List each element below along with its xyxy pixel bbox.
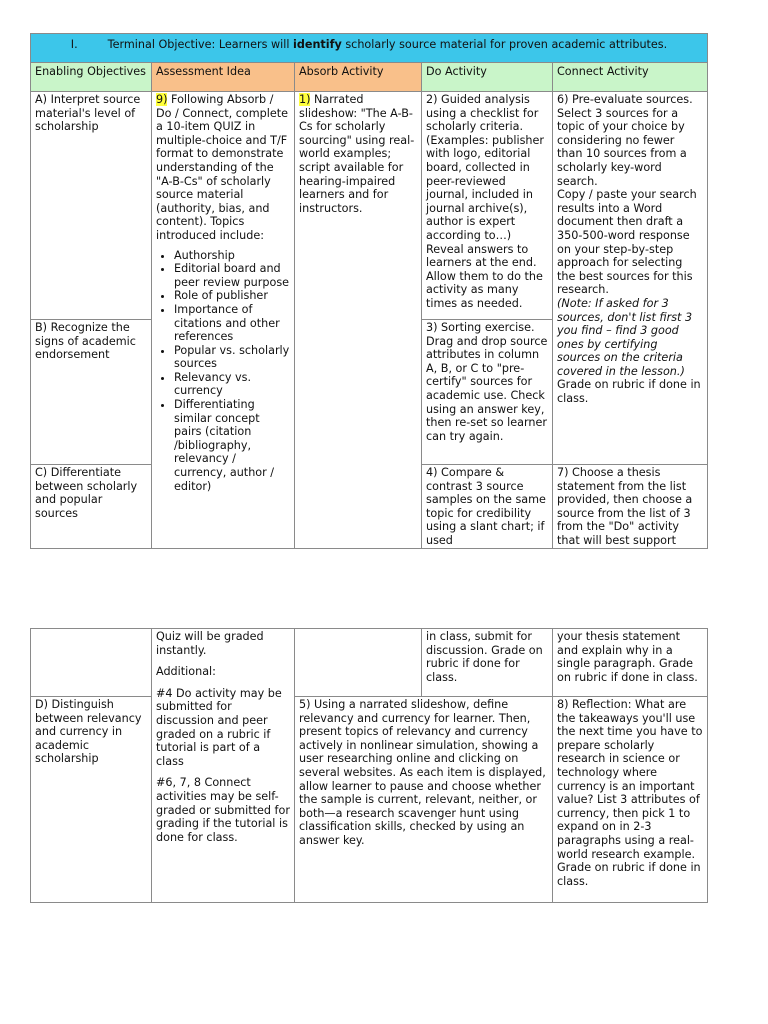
list-item: • Importance of citations and other references	[174, 303, 290, 344]
list-item: • Editorial board and peer review purpose	[174, 262, 290, 289]
header-assessment-idea: Assessment Idea	[152, 63, 295, 92]
empty-enabling-cell	[31, 629, 152, 697]
objective-keyword: identify	[293, 38, 342, 51]
absorb-activity-cell: 1) Narrated slideshow: "The A-B-Cs for scholarly sourcing" using real-world examples; script available for hearing-impaired learners and for instructors.	[295, 92, 422, 549]
objectives-table-page-1	[30, 33, 708, 549]
list-item: • Role of publisher	[174, 289, 290, 303]
assessment-number: 9)	[156, 93, 168, 106]
enabling-objective-b: B) Recognize the signs of academic endorsement	[31, 320, 152, 465]
absorb-do-activity-5: 5) Using a narrated slideshow, define relevancy and currency for learner. Then, present topics of relevancy and currency actively in nonlinear simulation, showing a user researching online and clicking on several websites. As each item is displayed, allow learner to pause and choose whether the sample is current, relevant, neither, or both—a research scavenger hunt using classification skills, checked by using an answer key.	[295, 697, 553, 903]
enabling-objective-d: D) Distinguish between relevancy and currency in academic scholarship	[31, 697, 152, 903]
connect-activity-7-continued: your thesis statement and explain why in a single paragraph. Grade on rubric if done in class.	[553, 629, 708, 697]
header-enabling-objectives: Enabling Objectives	[31, 63, 152, 92]
absorb-number: 1)	[299, 93, 311, 106]
enabling-objective-c: C) Differentiate between scholarly and popular sources	[31, 465, 152, 549]
do-activity-4-continued: in class, submit for discussion. Grade on rubric if done for class.	[422, 629, 553, 697]
do-activity-4: 4) Compare & contrast 3 source samples on the same topic for credibility using a slant chart; if used	[422, 465, 553, 549]
header-absorb-activity: Absorb Activity	[295, 63, 422, 92]
connect-activity-7: 7) Choose a thesis statement from the list provided, then choose a source from the list of 3 from the "Do" activity that will best support	[553, 465, 708, 549]
connect-activity-8: 8) Reflection: What are the takeaways you'll use the next time you have to prepare scholarly research in science or technology where currency is an important value? List 3 attributes of currency, then pick 1 to expand on in 2-3 paragraphs using a real-world research example. Grade on rubric if done in class.	[553, 697, 708, 903]
empty-absorb-cell	[295, 629, 422, 697]
list-item: • Authorship	[174, 249, 290, 263]
objectives-table-page-2	[30, 628, 708, 903]
header-connect-activity: Connect Activity	[553, 63, 708, 92]
terminal-objective: I. Terminal Objective: Learners will identify scholarly source material for proven academic attributes.	[70, 38, 668, 51]
list-item: • Differentiating similar concept pairs (citation /bibliography, relevancy / currency, author / editor)	[174, 398, 290, 493]
assessment-intro: 9) Following Absorb / Do / Connect, complete a 10-item QUIZ in multiple-choice and T/F format to demonstrate understanding of the "A-B-Cs" of scholarly source material (authority, bias, and content). Topics introduced include:	[156, 93, 288, 242]
additional-label: Additional:	[156, 665, 216, 679]
list-item: • Relevancy vs. currency	[174, 371, 290, 398]
list-item: • Popular vs. scholarly sources	[174, 344, 290, 371]
header-do-activity: Do Activity	[422, 63, 553, 92]
terminal-objective-row	[31, 34, 708, 63]
assessment-idea-cell	[152, 92, 295, 549]
assessment-continued-cell: Quiz will be graded instantly. Additional: #4 Do activity may be submitted for discussion and peer graded on a rubric if tutorial is part of a class #6, 7, 8 Connect activities may be self-graded or submitted for grading if the tutorial is done for class.	[152, 629, 295, 903]
connect-activity-6: 6) Pre-evaluate sources. Select 3 sources for a topic of your choice by considering no fewer than 10 sources from a scholarly key-word search. Copy / paste your search results into a Word document then draft a 350-500-word response on your step-by-step approach for selecting the best sources for this research. (Note: If asked for 3 sources, don't list first 3 you find – find 3 good ones by certifying sources on the criteria covered in the lesson.) Grade on rubric if done in class.	[553, 92, 708, 465]
connect-note: (Note: If asked for 3 sources, don't list first 3 you find – find 3 good ones by certifying sources on the criteria covered in the lesson.)	[557, 296, 693, 378]
assessment-topics-list	[156, 249, 290, 494]
do-activity-2: 2) Guided analysis using a checklist for scholarly criteria. (Examples: publisher with logo, editorial board, collected in peer-reviewed journal, included in journal archive(s), author is expert according to…) Reveal answers to learners at the end. Allow them to do the activity as many times as needed.	[422, 92, 553, 320]
enabling-objective-a: A) Interpret source material's level of scholarship	[31, 92, 152, 320]
do-activity-3: 3) Sorting exercise. Drag and drop source attributes in column A, B, or C to "pre-certify" sources for academic use. Check using an answer key, then re-set so learner can try again.	[422, 320, 553, 465]
